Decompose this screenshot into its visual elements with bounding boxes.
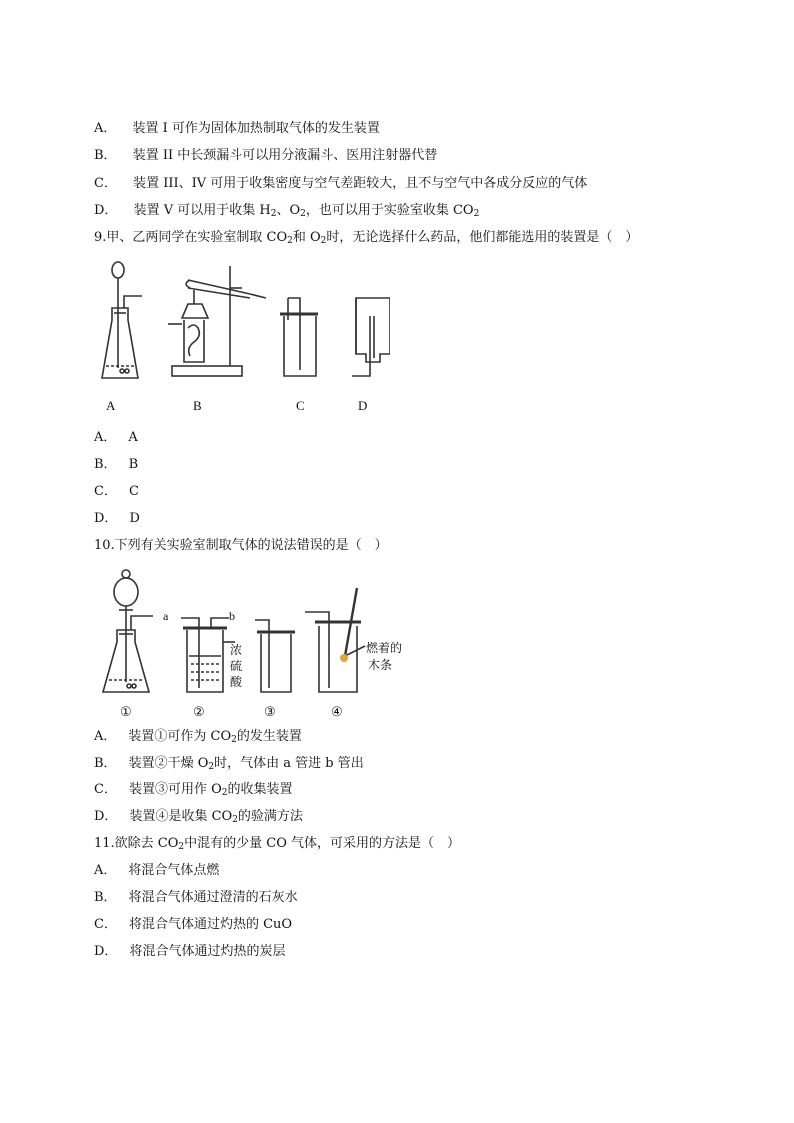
q10-option-a: A． 装置①可作为 $CO_2$的发生装置 <box>94 729 302 745</box>
q10-fig-port-a: a <box>163 609 169 623</box>
q9-stem: 9.甲、乙两同学在实验室制取 $CO_2$和 $O_2$时，无论选择什么药品，他们都能选用的装置是（ ） <box>94 230 639 246</box>
q9-option-b: B． B <box>94 457 139 472</box>
q9-option-a: A． A <box>94 430 138 445</box>
option-text: 装置 II 中长颈漏斗可以用分液漏斗、医用注射器代替 <box>132 148 438 163</box>
q8-option-b <box>94 147 437 165</box>
q11-option-a: A． 将混合气体点燃 <box>94 863 220 878</box>
q11-option-d: D． 将混合气体通过灼热的炭层 <box>94 944 286 959</box>
q10-fig-stick-label: 燃着的 木条 <box>366 641 403 672</box>
q10-fig-label-3: ③ <box>264 704 276 719</box>
q11-option-b: B． 将混合气体通过澄清的石灰水 <box>94 890 298 905</box>
q10-fig-port-b: b <box>229 609 235 623</box>
q10-fig-label-4: ④ <box>331 704 343 719</box>
q9-fig-label-a: A <box>106 398 116 413</box>
q9-option-d: D． D <box>94 511 140 526</box>
q10-fig-label-1: ① <box>120 704 132 719</box>
q10-fig-label-2: ② <box>193 704 205 719</box>
q9-fig-label-c: C <box>296 398 305 413</box>
q9-option-c: C． C <box>94 484 139 499</box>
option-text: 装置 III、IV 可用于收集密度与空气差距较大，且不与空气中各成分反应的气体 <box>133 176 588 191</box>
option-letter: C． <box>94 176 117 191</box>
option-letter: A． <box>94 121 117 136</box>
q10-option-d: D． 装置④是收集 $CO_2$的验满方法 <box>94 809 303 825</box>
q8-option-d <box>94 202 479 220</box>
q10-option-b: B． 装置②干燥 $O_2$时，气体由 a 管进 b 管出 <box>94 756 364 772</box>
option-letter: B． <box>94 148 117 163</box>
q9-apparatus-figure <box>90 258 390 388</box>
q11-stem: 11.欲除去 $CO_2$中混有的少量 CO 气体，可采用的方法是（ ） <box>94 836 461 852</box>
option-text: 装置 I 可作为固体加热制取气体的发生装置 <box>132 121 380 136</box>
q10-stem: 10.下列有关实验室制取气体的说法错误的是（ ） <box>94 538 388 553</box>
q10-apparatus-figure <box>95 564 455 704</box>
q8-option-a <box>94 120 380 138</box>
q8-option-c <box>94 175 587 193</box>
q9-fig-label-b: B <box>193 398 202 413</box>
q10-option-c: C． 装置③可用作 $O_2$的收集装置 <box>94 782 293 798</box>
option-letter: D． <box>94 203 118 218</box>
q10-fig-acid-label: 浓 硫 酸 <box>230 643 243 689</box>
q9-fig-label-d: D <box>358 398 368 413</box>
option-text: 装置 V 可以用于收集 $H_2$、$O_2$，也可以用于实验室收集 $CO_2$ <box>133 203 480 219</box>
q11-option-c: C． 将混合气体通过灼热的 CuO <box>94 917 293 932</box>
